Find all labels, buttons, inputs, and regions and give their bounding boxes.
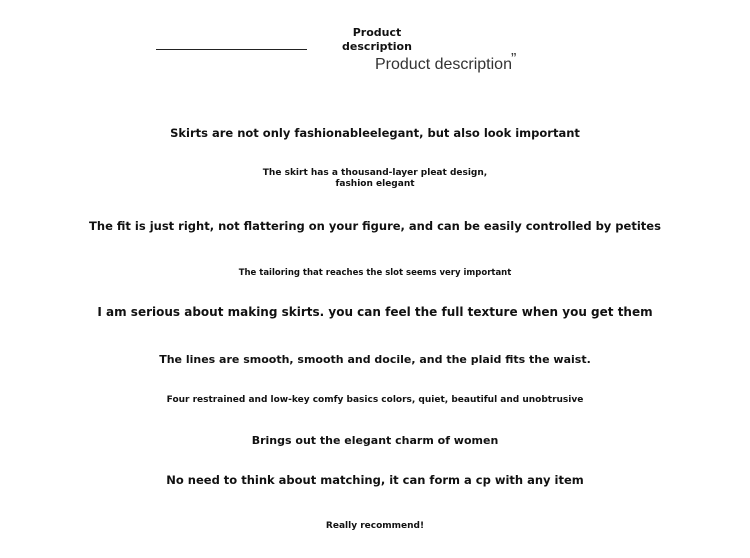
description-line: [0, 473, 750, 487]
header-quote-mark: ”: [511, 51, 517, 68]
description-text: Really recommend!: [325, 521, 425, 531]
header-title-small: Product description: [342, 26, 412, 53]
description-line: [0, 268, 750, 278]
header-divider-line: [156, 49, 307, 50]
description-text: Four restrained and low-key comfy basics colors, quiet, beautiful and unobtrusive: [166, 395, 584, 405]
description-line: [0, 353, 750, 366]
description-text: Skirts are not only fashionableelegant, but also look important: [170, 126, 580, 140]
description-line: [0, 305, 750, 319]
description-line: [0, 126, 750, 140]
description-text: No need to think about matching, it can form a cp with any item: [166, 473, 584, 487]
description-text: The tailoring that reaches the slot seems very important: [238, 268, 512, 278]
description-text: I am serious about making skirts. you can feel the full texture when you get them: [97, 305, 653, 319]
description-line: [0, 219, 750, 233]
header-title-large: Product description: [375, 56, 512, 73]
description-line: [0, 521, 750, 531]
description-text: The skirt has a thousand-layer pleat design, fashion elegant: [262, 168, 488, 189]
description-text: Brings out the elegant charm of women: [251, 434, 499, 447]
description-line: [0, 168, 750, 190]
description-line: [0, 434, 750, 447]
description-text: The lines are smooth, smooth and docile, and the plaid fits the waist.: [159, 353, 591, 366]
description-text: The fit is just right, not flattering on your figure, and can be easily controlled by petites: [89, 219, 661, 233]
description-line: [0, 395, 750, 405]
